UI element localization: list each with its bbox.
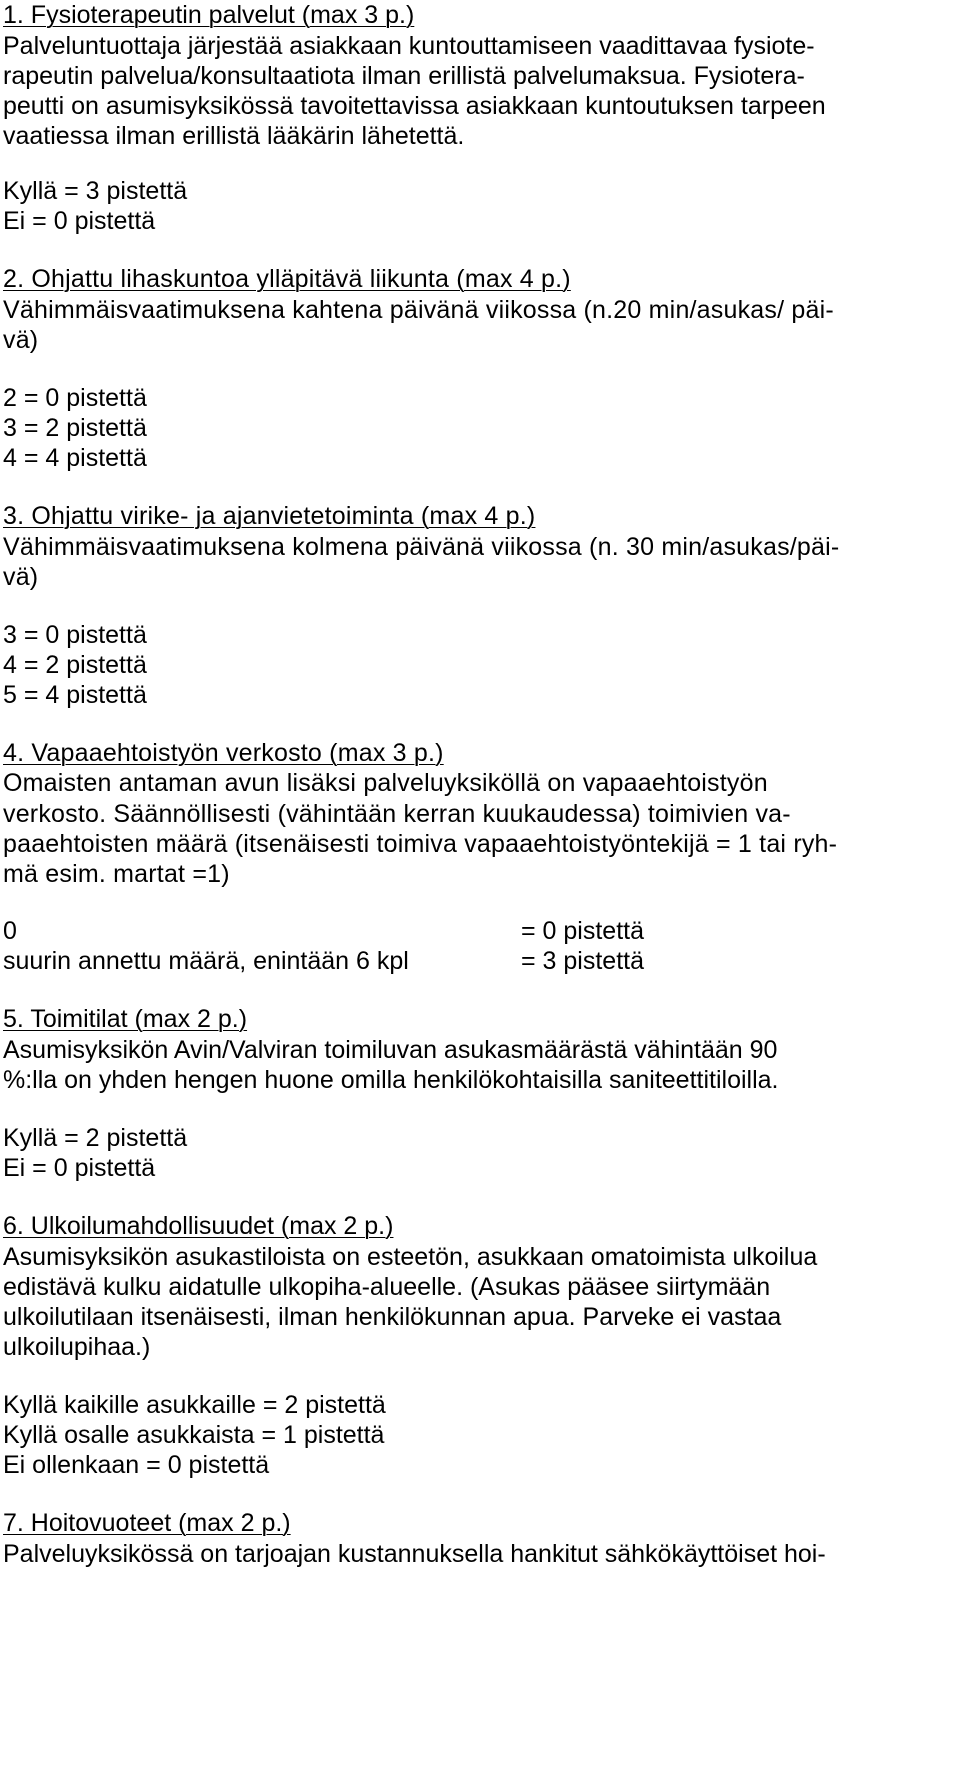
section-7-text-line: Palveluyksikössä on tarjoajan kustannuksella hankitut sähkökäyttöiset hoi-	[3, 1540, 826, 1568]
section-3-score: 3 = 0 pistettä	[3, 621, 147, 649]
section-5-text-line: %:lla on yhden hengen huone omilla henkilökohtaisilla saniteettitiloilla.	[3, 1066, 779, 1094]
section-4-heading: 4. Vapaaehtoistyön verkosto (max 3 p.)	[3, 739, 444, 767]
section-4-score-row-0-value: = 0 pistettä	[521, 917, 644, 945]
section-2-score: 2 = 0 pistettä	[3, 384, 147, 412]
section-4-score-row-0	[3, 914, 17, 948]
section-6-score: Kyllä kaikille asukkaille = 2 pistettä	[3, 1391, 386, 1419]
section-5-score: Ei = 0 pistettä	[3, 1154, 156, 1182]
section-3-text-line: vä)	[3, 563, 39, 591]
section-2-text-line: Vähimmäisvaatimuksena kahtena päivänä viikossa (n.20 min/asukas/ päi-	[3, 296, 834, 324]
section-1-text-line: rapeutin palvelua/konsultaatiota ilman erillistä palvelumaksua. Fysiotera-	[3, 62, 805, 90]
section-6-heading: 6. Ulkoilumahdollisuudet (max 2 p.)	[3, 1212, 394, 1240]
section-2-text-line: vä)	[3, 326, 39, 354]
section-5-score: Kyllä = 2 pistettä	[3, 1124, 188, 1152]
section-6-text-line: ulkoilutilaan itsenäisesti, ilman henkilökunnan apua. Parveke ei vastaa	[3, 1303, 782, 1331]
section-3-text-line: Vähimmäisvaatimuksena kolmena päivänä viikossa (n. 30 min/asukas/päi-	[3, 533, 840, 561]
section-6-score: Kyllä osalle asukkaista = 1 pistettä	[3, 1421, 385, 1449]
section-3-score: 4 = 2 pistettä	[3, 651, 147, 679]
section-7-heading: 7. Hoitovuoteet (max 2 p.)	[3, 1509, 291, 1537]
section-1-text-line: vaatiessa ilman erillistä lääkärin lähetettä.	[3, 122, 465, 150]
section-2-score: 4 = 4 pistettä	[3, 444, 147, 472]
section-6-text-line: ulkoilupihaa.)	[3, 1333, 151, 1361]
section-2-heading: 2. Ohjattu lihaskuntoa ylläpitävä liikunta (max 4 p.)	[3, 265, 571, 293]
section-6-text-line: Asumisyksikön asukastiloista on esteetön, asukkaan omatoimista ulkoilua	[3, 1243, 818, 1271]
section-6-text-line: edistävä kulku aidatulle ulkopiha-alueelle. (Asukas pääsee siirtymään	[3, 1273, 771, 1301]
section-1-score: Ei = 0 pistettä	[3, 207, 156, 235]
section-4-score-row-1-value: = 3 pistettä	[521, 947, 644, 975]
score-condition: 0	[3, 917, 17, 945]
section-4-text-line: paaehtoisten määrä (itsenäisesti toimiva vapaaehtoistyöntekijä = 1 tai ryh-	[3, 830, 838, 858]
score-condition: suurin annettu määrä, enintään 6 kpl	[3, 947, 409, 975]
section-6-score: Ei ollenkaan = 0 pistettä	[3, 1451, 270, 1479]
section-1-text-line: peutti on asumisyksikössä tavoitettavissa asiakkaan kuntoutuksen tarpeen	[3, 92, 826, 120]
section-4-text-line: mä esim. martat =1)	[3, 860, 230, 888]
section-3-heading: 3. Ohjattu virike- ja ajanvietetoiminta (max 4 p.)	[3, 502, 536, 530]
section-4-text-line: verkosto. Säännöllisesti (vähintään kerran kuukaudessa) toimivien va-	[3, 800, 791, 828]
section-1-heading: 1. Fysioterapeutin palvelut (max 3 p.)	[3, 1, 415, 29]
section-5-text-line: Asumisyksikön Avin/Valviran toimiluvan asukasmäärästä vähintään 90	[3, 1036, 778, 1064]
section-4-text-line: Omaisten antaman avun lisäksi palveluyksiköllä on vapaaehtoistyön	[3, 769, 768, 797]
section-5-heading: 5. Toimitilat (max 2 p.)	[3, 1005, 248, 1033]
section-3-score: 5 = 4 pistettä	[3, 681, 147, 709]
section-2-score: 3 = 2 pistettä	[3, 414, 147, 442]
section-4-score-row-1	[3, 944, 409, 978]
section-1-score: Kyllä = 3 pistettä	[3, 177, 188, 205]
section-1-text-line: Palveluntuottaja järjestää asiakkaan kuntouttamiseen vaadittavaa fysiote-	[3, 32, 815, 60]
